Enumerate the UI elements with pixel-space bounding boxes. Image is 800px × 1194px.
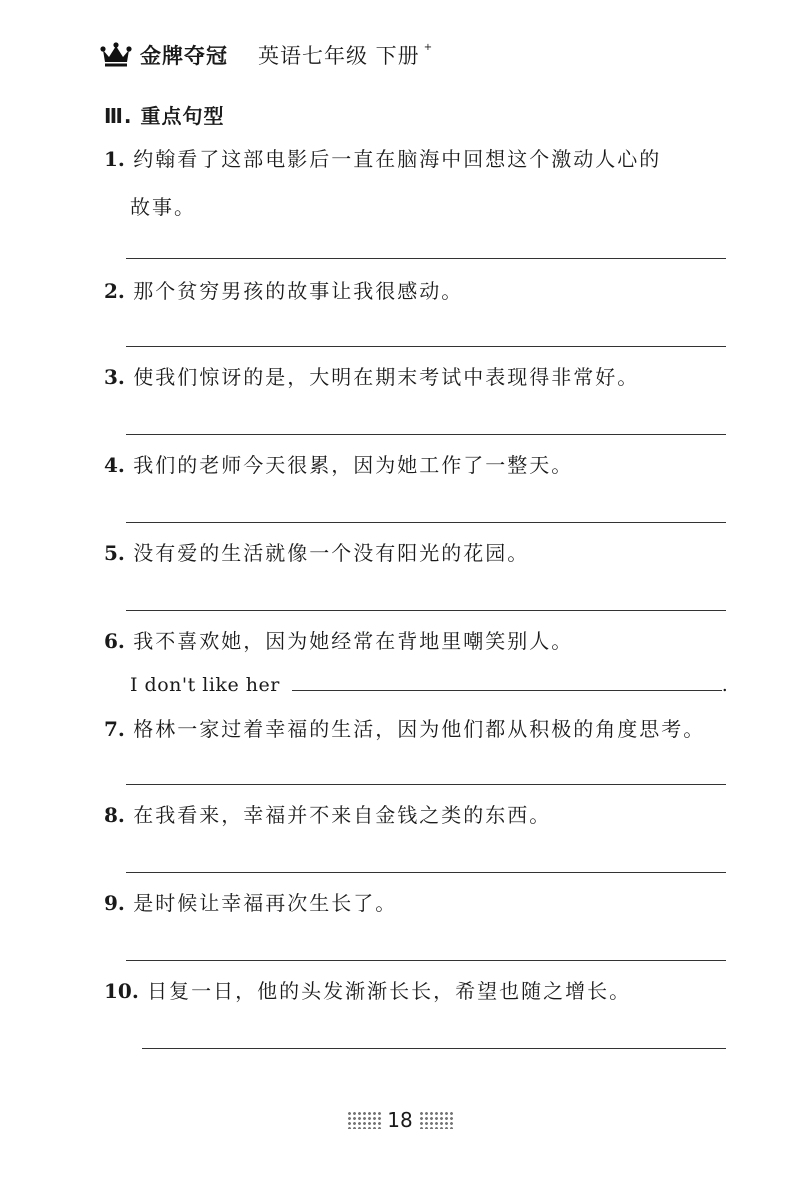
brand-title: 金牌夺冠 bbox=[140, 44, 228, 68]
answer-line-8[interactable] bbox=[126, 872, 726, 873]
sentence-end-period: . bbox=[721, 674, 729, 696]
question-text: 是时候让幸福再次生长了。 bbox=[133, 891, 398, 915]
question-text: 格林一家过着幸福的生活，因为他们都从积极的角度思考。 bbox=[133, 717, 706, 741]
answer-blank-6[interactable] bbox=[292, 672, 722, 691]
book-subject: 英语七年级 下册 bbox=[258, 44, 420, 68]
answer-line-3[interactable] bbox=[126, 434, 726, 435]
question-number: 10. bbox=[104, 979, 139, 1003]
english-prompt-row bbox=[130, 672, 728, 696]
question-10 bbox=[104, 972, 744, 1010]
question-number: 4. bbox=[104, 453, 125, 477]
question-number: 8. bbox=[104, 803, 125, 827]
question-number: 3. bbox=[104, 365, 125, 389]
page-number: 18 bbox=[387, 1108, 413, 1132]
english-prompt: I don't like her bbox=[130, 674, 280, 696]
crown-icon bbox=[100, 42, 132, 68]
question-text: 我不喜欢她，因为她经常在背地里嘲笑别人。 bbox=[133, 629, 574, 653]
question-text: 约翰看了这部电影后一直在脑海中回想这个激动人心的 bbox=[133, 147, 662, 171]
question-number: 1. bbox=[104, 147, 125, 171]
question-text: 日复一日，他的头发渐渐长长，希望也随之增长。 bbox=[147, 979, 632, 1003]
question-number: 2. bbox=[104, 279, 125, 303]
question-8 bbox=[104, 796, 744, 834]
question-text-continued: 故事。 bbox=[130, 195, 196, 219]
question-number: 9. bbox=[104, 891, 125, 915]
question-7 bbox=[104, 710, 744, 748]
answer-line-5[interactable] bbox=[126, 610, 726, 611]
dot-pattern-right-icon bbox=[419, 1111, 453, 1129]
question-5 bbox=[104, 534, 744, 572]
question-text: 使我们惊讶的是，大明在期末考试中表现得非常好。 bbox=[133, 365, 640, 389]
page-header bbox=[100, 40, 432, 70]
question-9 bbox=[104, 884, 744, 922]
question-2 bbox=[104, 272, 744, 310]
question-3 bbox=[104, 358, 744, 396]
question-text: 那个贫穷男孩的故事让我很感动。 bbox=[133, 279, 464, 303]
question-text: 没有爱的生活就像一个没有阳光的花园。 bbox=[133, 541, 530, 565]
question-text: 在我看来，幸福并不来自金钱之类的东西。 bbox=[133, 803, 552, 827]
answer-line-2[interactable] bbox=[126, 346, 726, 347]
answer-line-9[interactable] bbox=[126, 960, 726, 961]
question-number: 6. bbox=[104, 629, 125, 653]
dot-pattern-left-icon bbox=[347, 1111, 381, 1129]
question-1 bbox=[104, 140, 744, 226]
question-number: 5. bbox=[104, 541, 125, 565]
answer-line-7[interactable] bbox=[126, 784, 726, 785]
section-title: Ⅲ. 重点句型 bbox=[104, 104, 225, 128]
answer-line-10[interactable] bbox=[142, 1048, 726, 1049]
question-6 bbox=[104, 622, 744, 660]
question-text: 我们的老师今天很累，因为她工作了一整天。 bbox=[133, 453, 574, 477]
answer-line-4[interactable] bbox=[126, 522, 726, 523]
question-4 bbox=[104, 446, 744, 484]
sparkle-icon: + bbox=[423, 41, 433, 53]
page-footer bbox=[0, 1108, 800, 1132]
question-number: 7. bbox=[104, 717, 125, 741]
answer-line-1[interactable] bbox=[126, 258, 726, 259]
